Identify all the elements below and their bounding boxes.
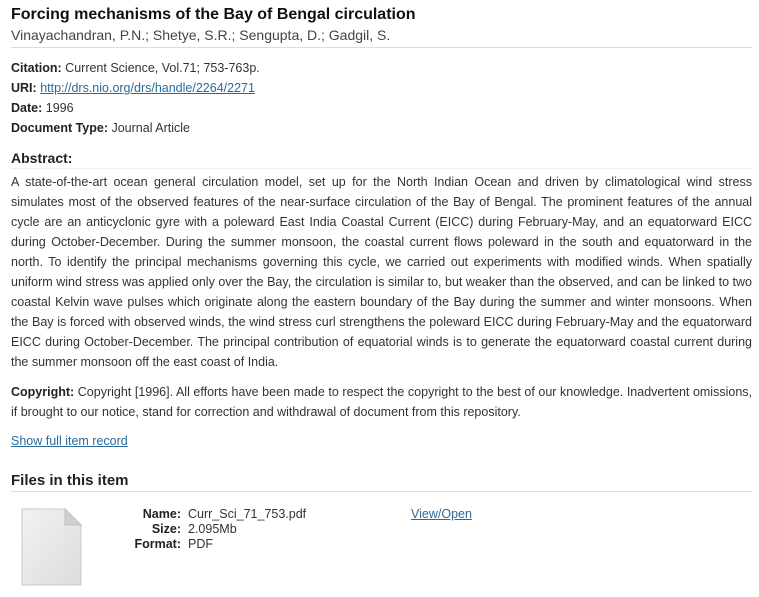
uri-row: [11, 80, 255, 96]
divider: [11, 491, 752, 492]
files-heading: Files in this item: [11, 472, 129, 489]
doctype-value: Journal Article: [111, 121, 190, 135]
uri-link[interactable]: http://drs.nio.org/drs/handle/2264/2271: [40, 81, 255, 95]
file-metadata: [111, 507, 306, 552]
copyright-label: Copyright:: [11, 385, 75, 399]
authors: Vinayachandran, P.N.; Shetye, S.R.; Sengupta, D.; Gadgil, S.: [11, 27, 391, 43]
file-name-value: Curr_Sci_71_753.pdf: [188, 507, 307, 521]
show-full-record-link[interactable]: Show full item record: [11, 434, 128, 448]
citation-value: Current Science, Vol.71; 753-763p.: [65, 61, 260, 75]
doctype-row: [11, 120, 190, 136]
citation-label: Citation:: [11, 61, 62, 75]
file-size-row: [111, 522, 306, 537]
date-value: 1996: [45, 101, 74, 115]
uri-label: URI:: [11, 81, 37, 95]
view-open-link[interactable]: View/Open: [411, 507, 472, 521]
file-format-row: [111, 537, 306, 552]
abstract-heading: Abstract:: [11, 150, 73, 166]
file-name-row: [111, 507, 306, 522]
date-label: Date:: [11, 101, 43, 115]
abstract-text: A state-of-the-art ocean general circulation model, set up for the North Indian Ocean and driven by climatological wind stress simulates most of the observed features of the near-surface circulation of the Bay of Bengal. The prominent features of the annual cycle are an anticyclonic gyre with a poleward East India Coastal Current (EICC) during February-May, and an equatorward EICC during October-December. During the summer monsoon, the coastal current flows poleward in the south and equatorward in the north. To identify the principal mechanisms governing this cycle, we carried out experiments with modified winds. When spatially uniform wind stress was applied only over the Bay, the circulation is similar to, but weaker than the observed, and can be linked to two coastal Kelvin wave pulses which originate along the eastern boundary of the Bay during the summer and winter monsoons. When the Bay is forced with observed winds, the wind stress curl strengthens the poleward EICC during February-May and the equatorward EICC during October-December. The principal contribution of equatorial winds is to generate the equatorward coastal current during the summer monsoon off the east coast of India.: [11, 175, 752, 369]
citation-row: [11, 60, 260, 76]
file-name-label: Name:: [142, 507, 181, 521]
divider: [11, 47, 752, 48]
copyright-text: Copyright [1996]. All efforts have been made to respect the copyright to the best of our knowledge. Inadvertent omissions, if brought to our notice, stand for correction and withdrawal of document from this repository.: [11, 385, 752, 419]
file-format-label: Format:: [134, 537, 181, 551]
copyright-row: [11, 382, 752, 422]
page-title: Forcing mechanisms of the Bay of Bengal circulation: [11, 6, 416, 23]
doctype-label: Document Type:: [11, 121, 108, 135]
file-size-value: 2.095Mb: [188, 522, 237, 536]
divider: [11, 168, 752, 169]
file-format-value: PDF: [188, 537, 213, 551]
file-size-label: Size:: [151, 522, 181, 536]
document-file-icon[interactable]: [21, 508, 83, 587]
date-row: [11, 100, 74, 116]
